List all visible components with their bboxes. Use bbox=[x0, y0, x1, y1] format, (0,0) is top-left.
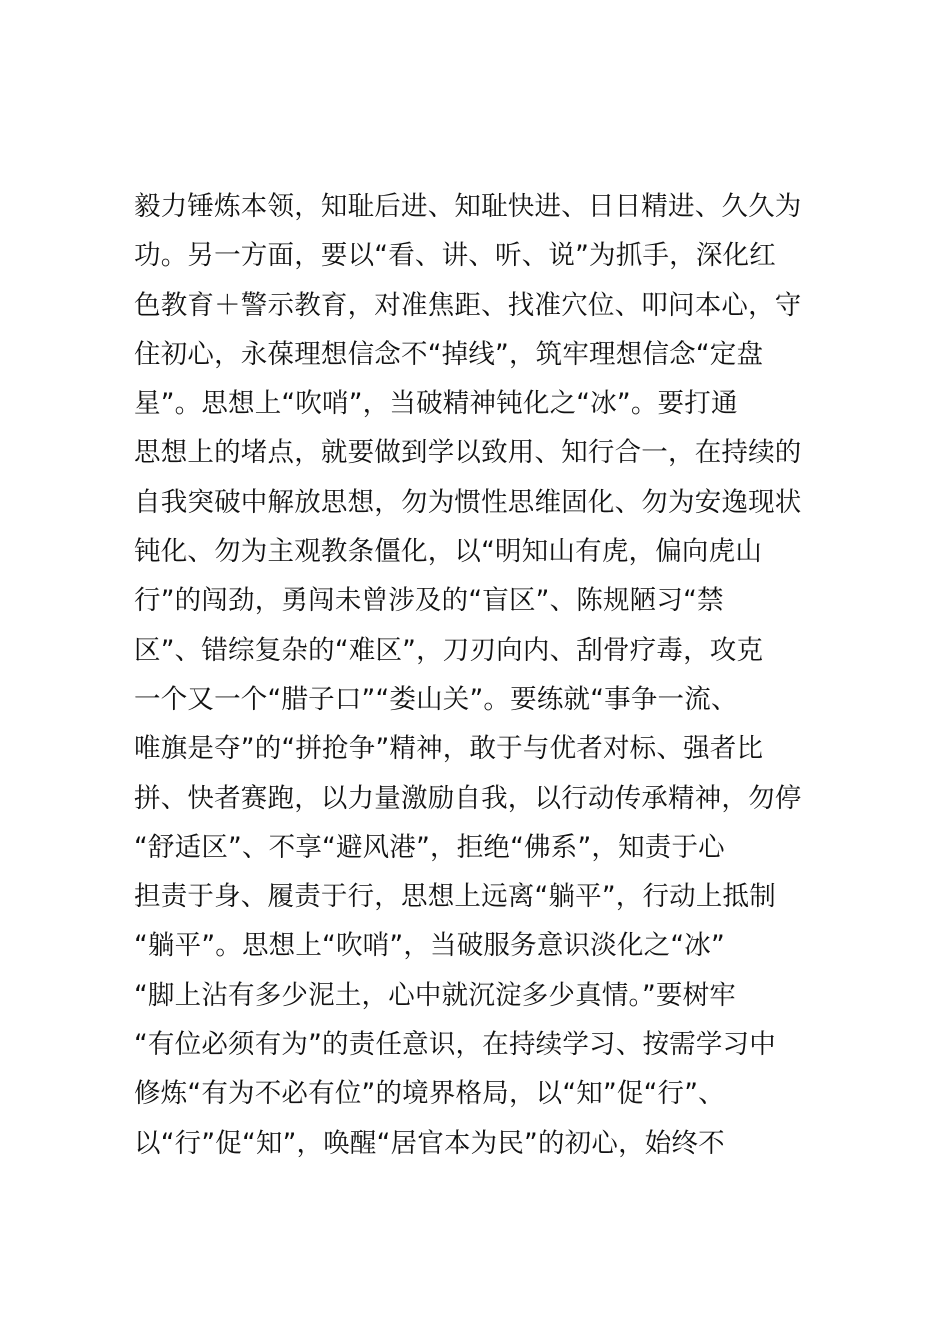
text-line: 一个又一个“腊子口”“娄山关”。要练就“事争一流、 bbox=[134, 683, 738, 715]
text-line: 行”的闯劲，勇闯未曾涉及的“盲区”、陈规陋习“禁 bbox=[134, 585, 724, 617]
text-line: “脚上沾有多少泥土，心中就沉淀多少真情。”要树牢 bbox=[134, 979, 737, 1011]
text-line: 钝化、勿为主观教条僵化，以“明知山有虎，偏向虎山 bbox=[134, 536, 763, 568]
text-line: 修炼“有为不必有位”的境界格局，以“知”促“行”、 bbox=[134, 1078, 725, 1110]
text-line: 功。另一方面，要以“看、讲、听、说”为抓手，深化红 bbox=[134, 240, 776, 272]
text-line: “舒适区”、不享“避风港”，拒绝“佛系”，知责于心 bbox=[134, 831, 725, 863]
text-line: 毅力锤炼本领，知耻后进、知耻快进、日日精进、久久为 bbox=[134, 191, 802, 222]
text-line: 思想上的堵点，就要做到学以致用、知行合一，在持续的 bbox=[134, 437, 802, 469]
text-line: 担责于身、履责于行，思想上远离“躺平”，行动上抵制 bbox=[134, 881, 776, 913]
text-line: 拼、快者赛跑，以力量激励自我，以行动传承精神，勿停 bbox=[134, 782, 802, 814]
text-line: 以“行”促“知”，唤醒“居官本为民”的初心，始终不 bbox=[134, 1127, 725, 1159]
text-line: 星”。思想上“吹哨”，当破精神钝化之“冰”。要打通 bbox=[134, 388, 738, 420]
text-line: 住初心，永葆理想信念不“掉线”，筑牢理想信念“定盘 bbox=[134, 338, 764, 370]
text-line: 色教育＋警示教育，对准焦距、找准穴位、叩问本心，守 bbox=[134, 289, 802, 321]
text-line: “躺平”。思想上“吹哨”，当破服务意识淡化之“冰” bbox=[134, 930, 725, 962]
text-line: 区”、错综复杂的“难区”，刀刃向内、刮骨疗毒，攻克 bbox=[134, 634, 764, 666]
body-text bbox=[134, 182, 834, 1168]
text-line: 唯旗是夺”的“拼抢争”精神，敢于与优者对标、强者比 bbox=[134, 733, 764, 765]
text-line: “有位必须有为”的责任意识，在持续学习、按需学习中 bbox=[134, 1029, 776, 1061]
text-line: 自我突破中解放思想，勿为惯性思维固化、勿为安逸现状 bbox=[134, 486, 802, 518]
